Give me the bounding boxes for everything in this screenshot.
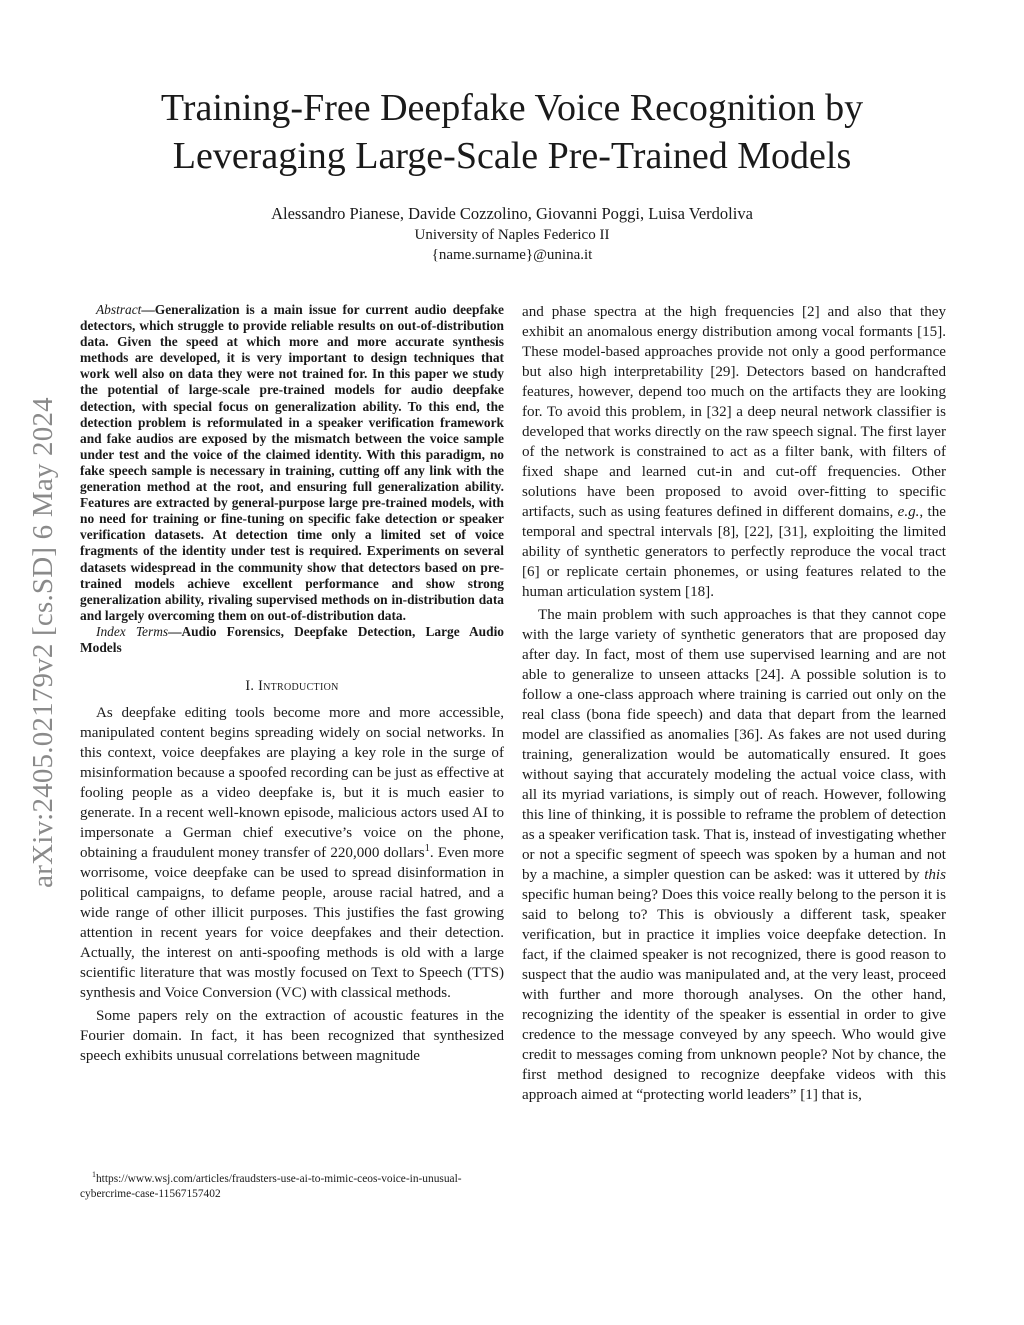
footnote-mark: 1 — [92, 1170, 96, 1180]
abstract — [80, 302, 504, 624]
right-p1-emphasis: e.g., — [897, 504, 924, 520]
section-title-initial: I — [258, 678, 264, 695]
right-paragraph-2 — [522, 605, 946, 1105]
arxiv-identifier-text: arXiv:2405.02179v2 [cs.SD] 6 May 2024 — [26, 396, 59, 888]
intro-p1-text-b: . Even more worrisome, voice deepfake can be used to spread disinformation in political campaigns, to defame people, arouse racial hatred, and a wide range of other illicit purposes. This justifies the fast growing attention in recent years for voice deepfakes and their detection. Actually, the interest on anti-spoofing methods is old with a large scientific literature that was mostly focused on Text to Speech (TTS) synthesis and Voice Conversion (VC) with classical methods. — [80, 845, 504, 1002]
paper-title — [80, 84, 944, 180]
section-heading-introduction — [80, 678, 504, 695]
intro-p1-text-a: As deepfake editing tools become more and more accessible, manipulated content begins spreading widely on social networks. In this context, voice deepfakes are playing a key role in the surge of misinformation because a spoofed recording can be just as effective at fooling people as a video deepfake is, but it is much easier to generate. In a recent well-known episode, malicious actors used AI to impersonate a German chief executive’s voice on the phone, obtaining a fraudulent money transfer of 220,000 dollars — [80, 705, 504, 862]
footnote-url: https://www.wsj.com/articles/fraudsters-use-ai-to-mimic-ceos-voice-in-unusual-cybercrime-case-11567157402 — [80, 1173, 462, 1200]
right-p1-text-b: the temporal and spectral intervals [8], [22], [31], exploiting the limited ability of synthetic generators to perfectly reproduce the vocal tract [6] or replicate certain phonemes, or using features related to the human articulation system [18]. — [522, 504, 946, 600]
paper-title-line-2: Leveraging Large-Scale Pre-Trained Models — [172, 135, 852, 177]
intro-paragraph-2: Some papers rely on the extraction of acoustic features in the Fourier domain. In fact, it has been recognized that synthesized speech exhibits unusual correlations between magnitude — [80, 1008, 504, 1065]
right-column — [522, 302, 946, 1105]
index-terms — [80, 624, 504, 656]
intro-paragraph-1 — [80, 703, 504, 1003]
index-terms-text: —Audio Forensics, Deepfake Detection, Large Audio Models — [80, 623, 504, 655]
right-p1-text-a: and phase spectra at the high frequencies [2] and also that they exhibit an anomalous energy distribution among vocal formants [15]. These model-based approaches provide not only a good performance but also high interpretability [29]. Detectors based on handcrafted features, however, depend too much on the artifacts they are looking for. To avoid this problem, in [32] a deep neural network classifier is developed that works directly on the raw speech signal. The first layer of the network is constrained to act as a filter bank, with filters of fixed shape and learned cut-in and cut-off frequencies. Other solutions have been proposed to avoid over-fitting to specific artifacts, such as using features defined in different domains, — [522, 304, 946, 520]
right-paragraph-1 — [522, 302, 946, 602]
left-column — [80, 302, 504, 1066]
section-title-rest: ntroduction — [263, 678, 339, 695]
author-list: Alessandro Pianese, Davide Cozzolino, Giovanni Poggi, Luisa Verdoliva — [271, 204, 753, 223]
arxiv-identifier-stamp — [26, 352, 60, 932]
footnote — [80, 1172, 504, 1202]
right-p2-text-a: The main problem with such approaches is that they cannot cope with the large variety of synthetic generators that are proposed day after day. In fact, most of them use supervised learning and are not able to generalize to unseen attacks [24]. A possible solution is to follow a one-class approach where training is carried out only on the real class (bona fide speech) and data that depart from the learned model are classified as anomalies [36]. As fakes are not used during training, generalization would be automatically ensured. It goes without saying that accurately modeling the actual voice class, with all its myriad variations, is simply out of reach. However, following this line of thinking, it is possible to reframe the problem of detection as a speaker verification task. That is, instead of investigating whether or not a specific segment of speech was spoken by a human and not by a machine, a simpler question can be asked: was it uttered by — [522, 607, 946, 883]
footnote-reference: 1 — [424, 843, 430, 855]
right-p2-text-b: specific human being? Does this voice really belong to the person it is said to belong to? This is obviously a different task, speaker verification, but in practice it implies voice deepfake detection. In fact, if the claimed speaker is not recognized, there is good reason to suspect that the audio was manipulated and, at the very least, proceed with further and more thorough analyses. On the other hand, recognizing the identity of the speaker is essential in order to give credence to the message conveyed by any speech. Who would give credit to messages coming from unknown people? Not by chance, the first method designed to recognize deepfake videos with this approach aimed at “protecting world leaders” [1] that is, — [522, 887, 946, 1103]
abstract-text: —Generalization is a main issue for current audio deepfake detectors, which struggle to provide reliable results on out-of-distribution data. Given the speed at which more and more accurate synthesis methods are developed, it is very important to design techniques that work well also on data they were not trained for. In this paper we study the potential of large-scale pre-trained models for audio deepfake detection, with special focus on generalization ability. To this end, the detection problem is reformulated in a speaker verification framework and fake audios are exposed by the mismatch between the voice sample under test and the voice of the claimed identity. With this paradigm, no fake speech sample is necessary in training, cutting off any link with the generation method at the root, and ensuring full generalization ability. Features are extracted by general-purpose large pre-trained models, with no need for training or fine-tuning on specific fake detection or speaker verification datasets. At detection time only a limited set of voice fragments of the identity under test is required. Experiments on several datasets widespread in the community show that detectors based on pre-trained models achieve excellent performance and show strong generalization ability, rivaling supervised methods on in-distribution data and largely overcoming them on out-of-distribution data. — [80, 302, 504, 623]
contact-email: {name.surname}@unina.it — [431, 247, 593, 263]
right-p2-emphasis: this — [924, 867, 946, 883]
section-numeral: I. — [245, 678, 259, 695]
abstract-label: Abstract — [96, 302, 142, 317]
index-terms-label: Index Terms — [96, 623, 169, 639]
paper-title-line-1: Training-Free Deepfake Voice Recognition by — [160, 87, 864, 129]
affiliation: University of Naples Federico II — [414, 227, 610, 243]
